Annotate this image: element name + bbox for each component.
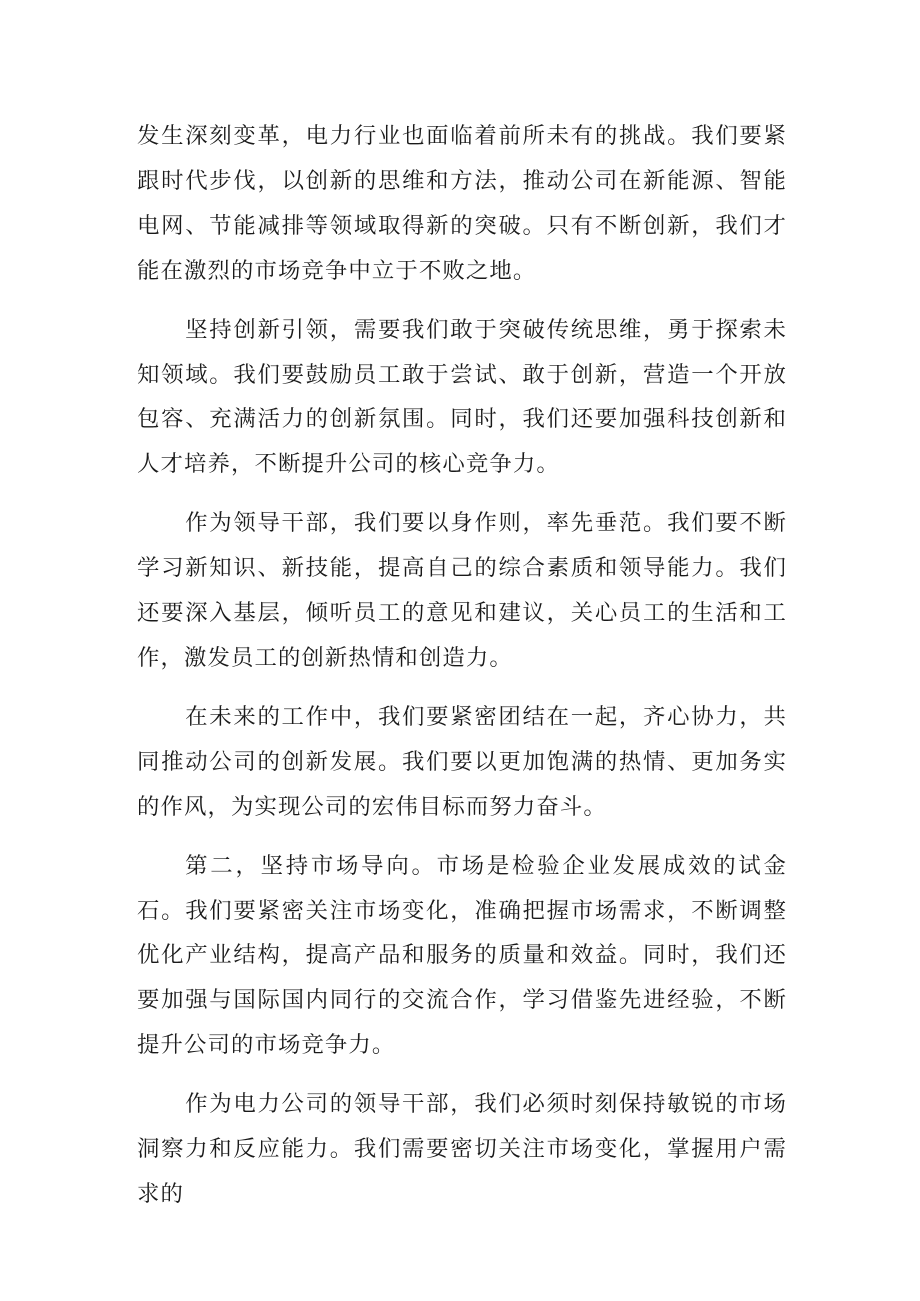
paragraph-2: 坚持创新引领，需要我们敢于突破传统思维，勇于探索未知领域。我们要鼓励员工敢于尝试、敢于创新，营造一个开放包容、充满活力的创新氛围。同时，我们还要加强科技创新和人才培养，不断提升公司的核心竞争力。 (137, 316, 787, 478)
paragraph-6: 作为电力公司的领导干部，我们必须时刻保持敏锐的市场洞察力和反应能力。我们需要密切关注市场变化，掌握用户需求的 (137, 1091, 787, 1207)
paragraph-3: 作为领导干部，我们要以身作则，率先垂范。我们要不断学习新知识、新技能，提高自己的综合素质和领导能力。我们还要深入基层，倾听员工的意见和建议，关心员工的生活和工作，激发员工的创新热情和创造力。 (137, 510, 787, 671)
paragraph-1: 发生深刻变革，电力行业也面临着前所未有的挑战。我们要紧跟时代步伐，以创新的思维和方法，推动公司在新能源、智能电网、节能减排等领域取得新的突破。只有不断创新，我们才能在激烈的市场竞争中立于不败之地。 (137, 123, 787, 284)
paragraph-4: 在未来的工作中，我们要紧密团结在一起，齐心协力，共同推动公司的创新发展。我们要以更加饱满的热情、更加务实的作风，为实现公司的宏伟目标而努力奋斗。 (137, 703, 787, 820)
document-body (137, 114, 787, 1231)
paragraph-5: 第二，坚持市场导向。市场是检验企业发展成效的试金石。我们要紧密关注市场变化，准确把握市场需求，不断调整优化产业结构，提高产品和服务的质量和效益。同时，我们还要加强与国际国内同行的交流合作，学习借鉴先进经验，不断提升公司的市场竞争力。 (137, 852, 787, 1059)
